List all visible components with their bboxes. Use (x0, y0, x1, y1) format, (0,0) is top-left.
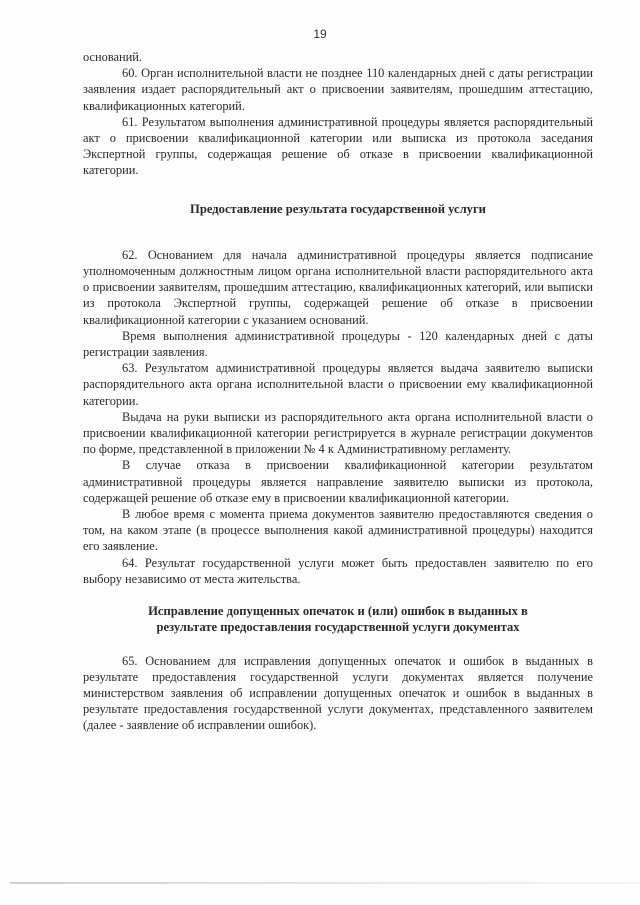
page-number: 19 (313, 27, 327, 41)
paragraph-issuance-registration: Выдача на руки выписки из распорядительного акта органа исполнительной власти о присвоении квалификационной категории регистрируется в журнале регистрации документов по форме, представленной в приложении № 4 к Административному регламенту. (83, 409, 593, 457)
paragraph-60: 60. Орган исполнительной власти не позднее 110 календарных дней с даты регистрации заявления издает распорядительный акт о присвоении заявителям, прошедшим аттестацию, квалификационных категорий. (83, 66, 593, 113)
paragraph-refusal-case: В случае отказа в присвоении квалификационной категории результатом административной процедуры является направление заявителю выписки из протокола, содержащей решение об отказе ему в присвоении квалификационной категории. (83, 458, 593, 505)
paragraph-61: 61. Результатом выполнения административной процедуры является распорядительный акт о присвоении квалификационной категории или выписка из протокола заседания Экспертной группы, содержащая решение об отказе в присвоении квалификационной категории. (83, 114, 593, 178)
section-heading-result-delivery: Предоставление результата государственной услуги (190, 201, 486, 216)
document-body (83, 49, 593, 734)
paragraph-64: 64. Результат государственной услуги может быть предоставлен заявителю по его выбору независимо от места жительства. (83, 555, 593, 586)
paragraph-62: 62. Основанием для начала административной процедуры является подписание уполномоченным должностным лицом органа исполнительной власти распорядительного акта о присвоении заявителям, прошедшим аттестацию, квалификационных категорий, или выписки из протокола Экспертной группы, содержащей решение об отказе в присвоении квалификационной категории с указанием оснований. (83, 247, 593, 327)
paragraph-status-info: В любое время с момента приема документов заявителю предоставляются сведения о том, на каком этапе (в процессе выполнения какой административной процедуры) находится его заявление. (83, 507, 593, 554)
section-heading-error-correction: Исправление допущенных опечаток и (или) ошибок в выданных в результате предоставления государственной услуги документах (148, 604, 528, 635)
paragraph-65: 65. Основанием для исправления допущенных опечаток и ошибок в выданных в результате предоставления государственной услуги документах является получение министерством заявления об исправлении допущенных опечаток и ошибок в выданных в результате предоставления государственной услуги документах, представленного заявителем (далее - заявление об исправлении ошибок). (83, 653, 593, 733)
paragraph-63: 63. Результатом административной процедуры является выдача заявителю выписки распорядительного акта органа исполнительной власти о присвоении ему квалификационной категории. (83, 361, 593, 408)
paragraph-processing-time: Время выполнения административной процедуры - 120 календарных дней с даты регистрации заявления. (83, 328, 593, 360)
scan-edge-shadow (10, 882, 640, 884)
paragraph-continuation: оснований. (83, 50, 143, 64)
